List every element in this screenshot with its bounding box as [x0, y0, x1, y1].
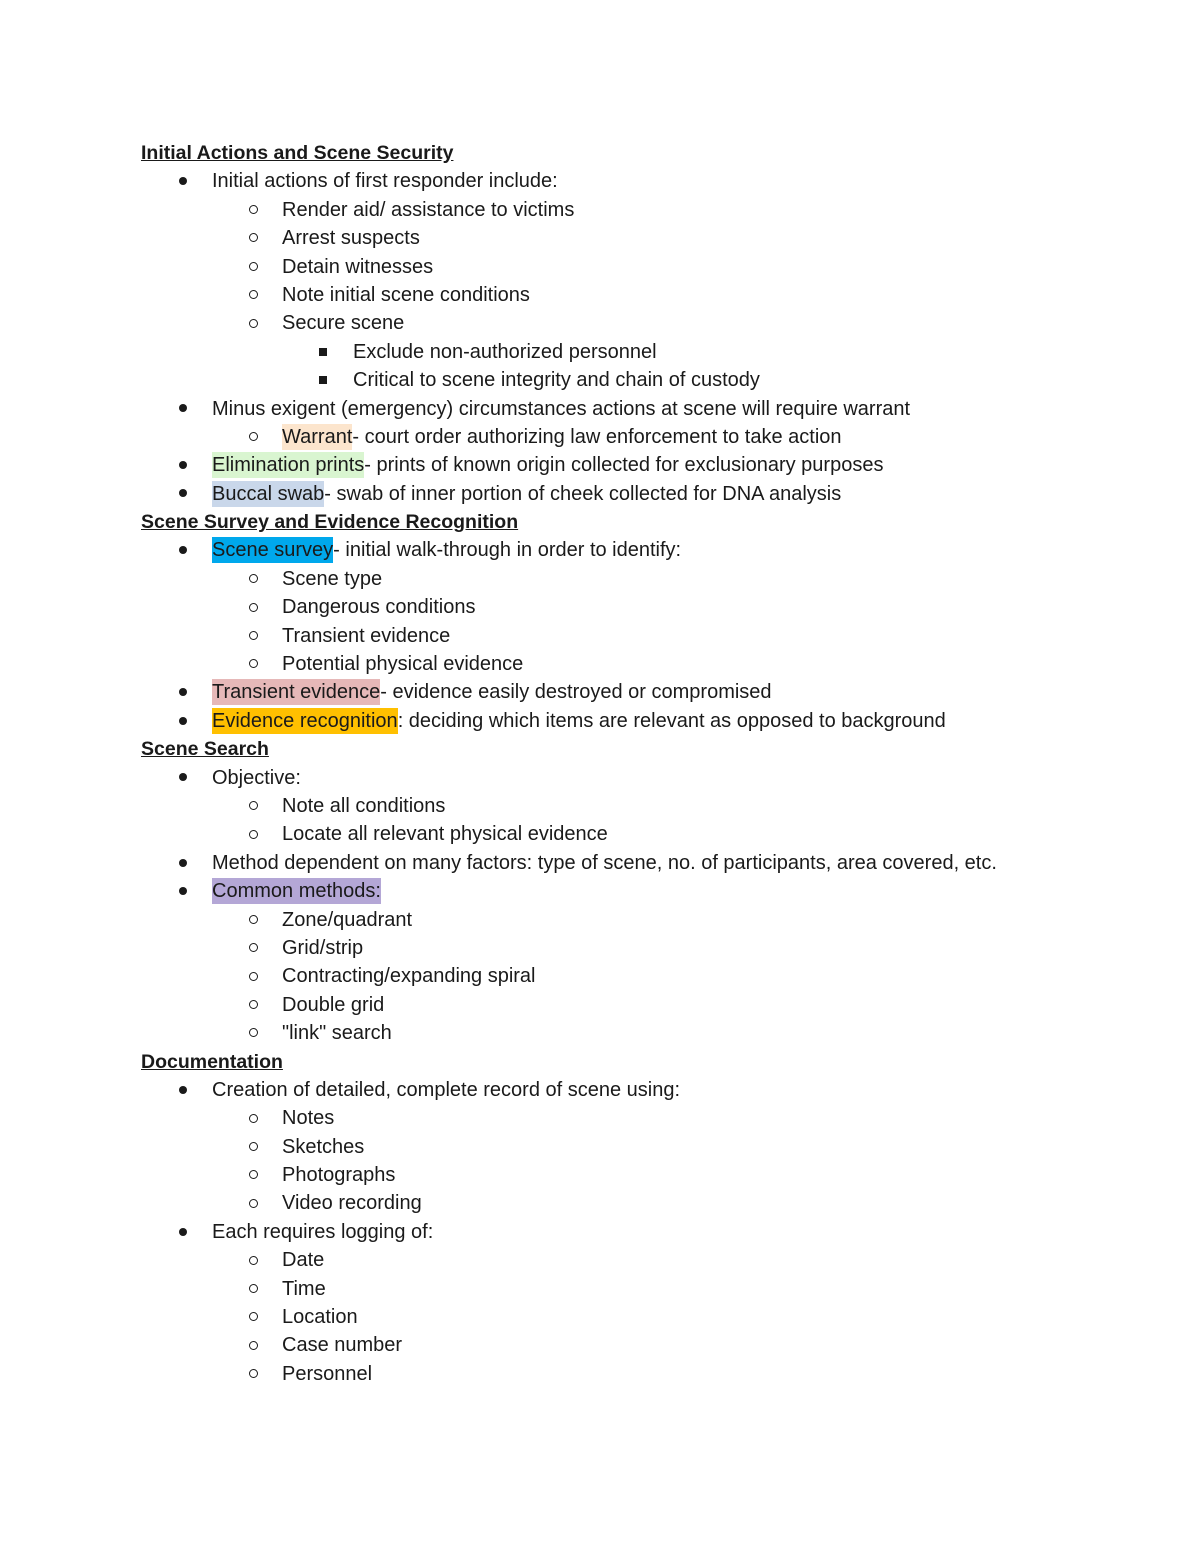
- list-item: Contracting/expanding spiral: [141, 962, 1141, 990]
- list-item: Exclude non-authorized personnel: [141, 338, 1141, 366]
- bullet-circle-icon: [245, 196, 261, 224]
- list-item: Location: [141, 1303, 1141, 1331]
- bullet-dot-icon: [175, 877, 191, 905]
- bullet-dot-icon: [175, 678, 191, 706]
- bullet-dot-icon: [175, 1076, 191, 1104]
- list-item: Personnel: [141, 1360, 1141, 1388]
- bullet-circle-icon: [245, 1104, 261, 1132]
- list-item: Sketches: [141, 1133, 1141, 1161]
- bullet-circle-icon: [245, 1161, 261, 1189]
- bullet-circle-icon: [245, 1189, 261, 1217]
- list-item: Warrant- court order authorizing law enforcement to take action: [141, 423, 1141, 451]
- list-item: Method dependent on many factors: type of scene, no. of participants, area covered, etc.: [141, 849, 1141, 877]
- bullet-dot-icon: [175, 480, 191, 508]
- list-item: Transient evidence: [141, 622, 1141, 650]
- bullet-circle-icon: [245, 1331, 261, 1359]
- list-item: Render aid/ assistance to victims: [141, 196, 1141, 224]
- bullet-circle-icon: [245, 820, 261, 848]
- bullet-circle-icon: [245, 1303, 261, 1331]
- list-item: [141, 877, 1141, 905]
- list-item: Notes: [141, 1104, 1141, 1132]
- document-body: [141, 139, 1141, 1388]
- list-item: Case number: [141, 1331, 1141, 1359]
- bullet-circle-icon: [245, 934, 261, 962]
- bullet-circle-icon: [245, 622, 261, 650]
- bullet-dot-icon: [175, 1218, 191, 1246]
- highlighted-term: Elimination prints: [212, 454, 365, 477]
- list-item: Grid/strip: [141, 934, 1141, 962]
- list-item: Scene type: [141, 565, 1141, 593]
- list-item: Minus exigent (emergency) circumstances actions at scene will require warrant: [141, 395, 1141, 423]
- list-item: Secure scene: [141, 309, 1141, 337]
- section-heading: Scene Survey and Evidence Recognition: [141, 511, 519, 534]
- list-item: Creation of detailed, complete record of scene using:: [141, 1076, 1141, 1104]
- bullet-circle-icon: [245, 281, 261, 309]
- bullet-circle-icon: [245, 1133, 261, 1161]
- highlighted-term: Evidence recognition: [212, 709, 398, 732]
- bullet-square-icon: [315, 338, 331, 366]
- section-heading: Scene Search: [141, 738, 269, 761]
- list-item: Detain witnesses: [141, 253, 1141, 281]
- list-item: Evidence recognition: deciding which items are relevant as opposed to background: [141, 707, 1141, 735]
- highlighted-term: Warrant: [282, 425, 353, 448]
- highlighted-term: Buccal swab: [212, 482, 325, 505]
- highlighted-term: Common methods:: [212, 880, 381, 903]
- bullet-circle-icon: [245, 906, 261, 934]
- bullet-dot-icon: [175, 764, 191, 792]
- bullet-circle-icon: [245, 792, 261, 820]
- list-item: Locate all relevant physical evidence: [141, 820, 1141, 848]
- list-item: Elimination prints- prints of known origin collected for exclusionary purposes: [141, 451, 1141, 479]
- bullet-circle-icon: [245, 423, 261, 451]
- bullet-circle-icon: [245, 1019, 261, 1047]
- bullet-dot-icon: [175, 536, 191, 564]
- bullet-circle-icon: [245, 650, 261, 678]
- bullet-circle-icon: [245, 565, 261, 593]
- list-item: Zone/quadrant: [141, 906, 1141, 934]
- bullet-dot-icon: [175, 451, 191, 479]
- list-item: Note all conditions: [141, 792, 1141, 820]
- list-item: Dangerous conditions: [141, 593, 1141, 621]
- list-item: Time: [141, 1275, 1141, 1303]
- highlighted-term: Scene survey: [212, 539, 334, 562]
- list-item: Critical to scene integrity and chain of custody: [141, 366, 1141, 394]
- highlighted-term: Transient evidence: [212, 681, 381, 704]
- list-item: "link" search: [141, 1019, 1141, 1047]
- list-item: Note initial scene conditions: [141, 281, 1141, 309]
- list-item: Scene survey- initial walk-through in order to identify:: [141, 536, 1141, 564]
- list-item: Initial actions of first responder include:: [141, 167, 1141, 195]
- list-item: Potential physical evidence: [141, 650, 1141, 678]
- bullet-circle-icon: [245, 1246, 261, 1274]
- bullet-dot-icon: [175, 707, 191, 735]
- list-item: Date: [141, 1246, 1141, 1274]
- list-item: Transient evidence- evidence easily destroyed or compromised: [141, 678, 1141, 706]
- list-item: Photographs: [141, 1161, 1141, 1189]
- bullet-circle-icon: [245, 962, 261, 990]
- list-item: Each requires logging of:: [141, 1218, 1141, 1246]
- bullet-circle-icon: [245, 253, 261, 281]
- bullet-dot-icon: [175, 395, 191, 423]
- bullet-circle-icon: [245, 309, 261, 337]
- bullet-circle-icon: [245, 1360, 261, 1388]
- list-item: Objective:: [141, 764, 1141, 792]
- bullet-circle-icon: [245, 1275, 261, 1303]
- section-heading: Documentation: [141, 1050, 283, 1073]
- bullet-circle-icon: [245, 593, 261, 621]
- list-item: Double grid: [141, 991, 1141, 1019]
- bullet-circle-icon: [245, 224, 261, 252]
- section-heading: Initial Actions and Scene Security: [141, 142, 454, 164]
- bullet-circle-icon: [245, 991, 261, 1019]
- list-item: Arrest suspects: [141, 224, 1141, 252]
- bullet-dot-icon: [175, 849, 191, 877]
- list-item: Buccal swab- swab of inner portion of cheek collected for DNA analysis: [141, 480, 1141, 508]
- bullet-square-icon: [315, 366, 331, 394]
- list-item: Video recording: [141, 1189, 1141, 1217]
- bullet-dot-icon: [175, 167, 191, 195]
